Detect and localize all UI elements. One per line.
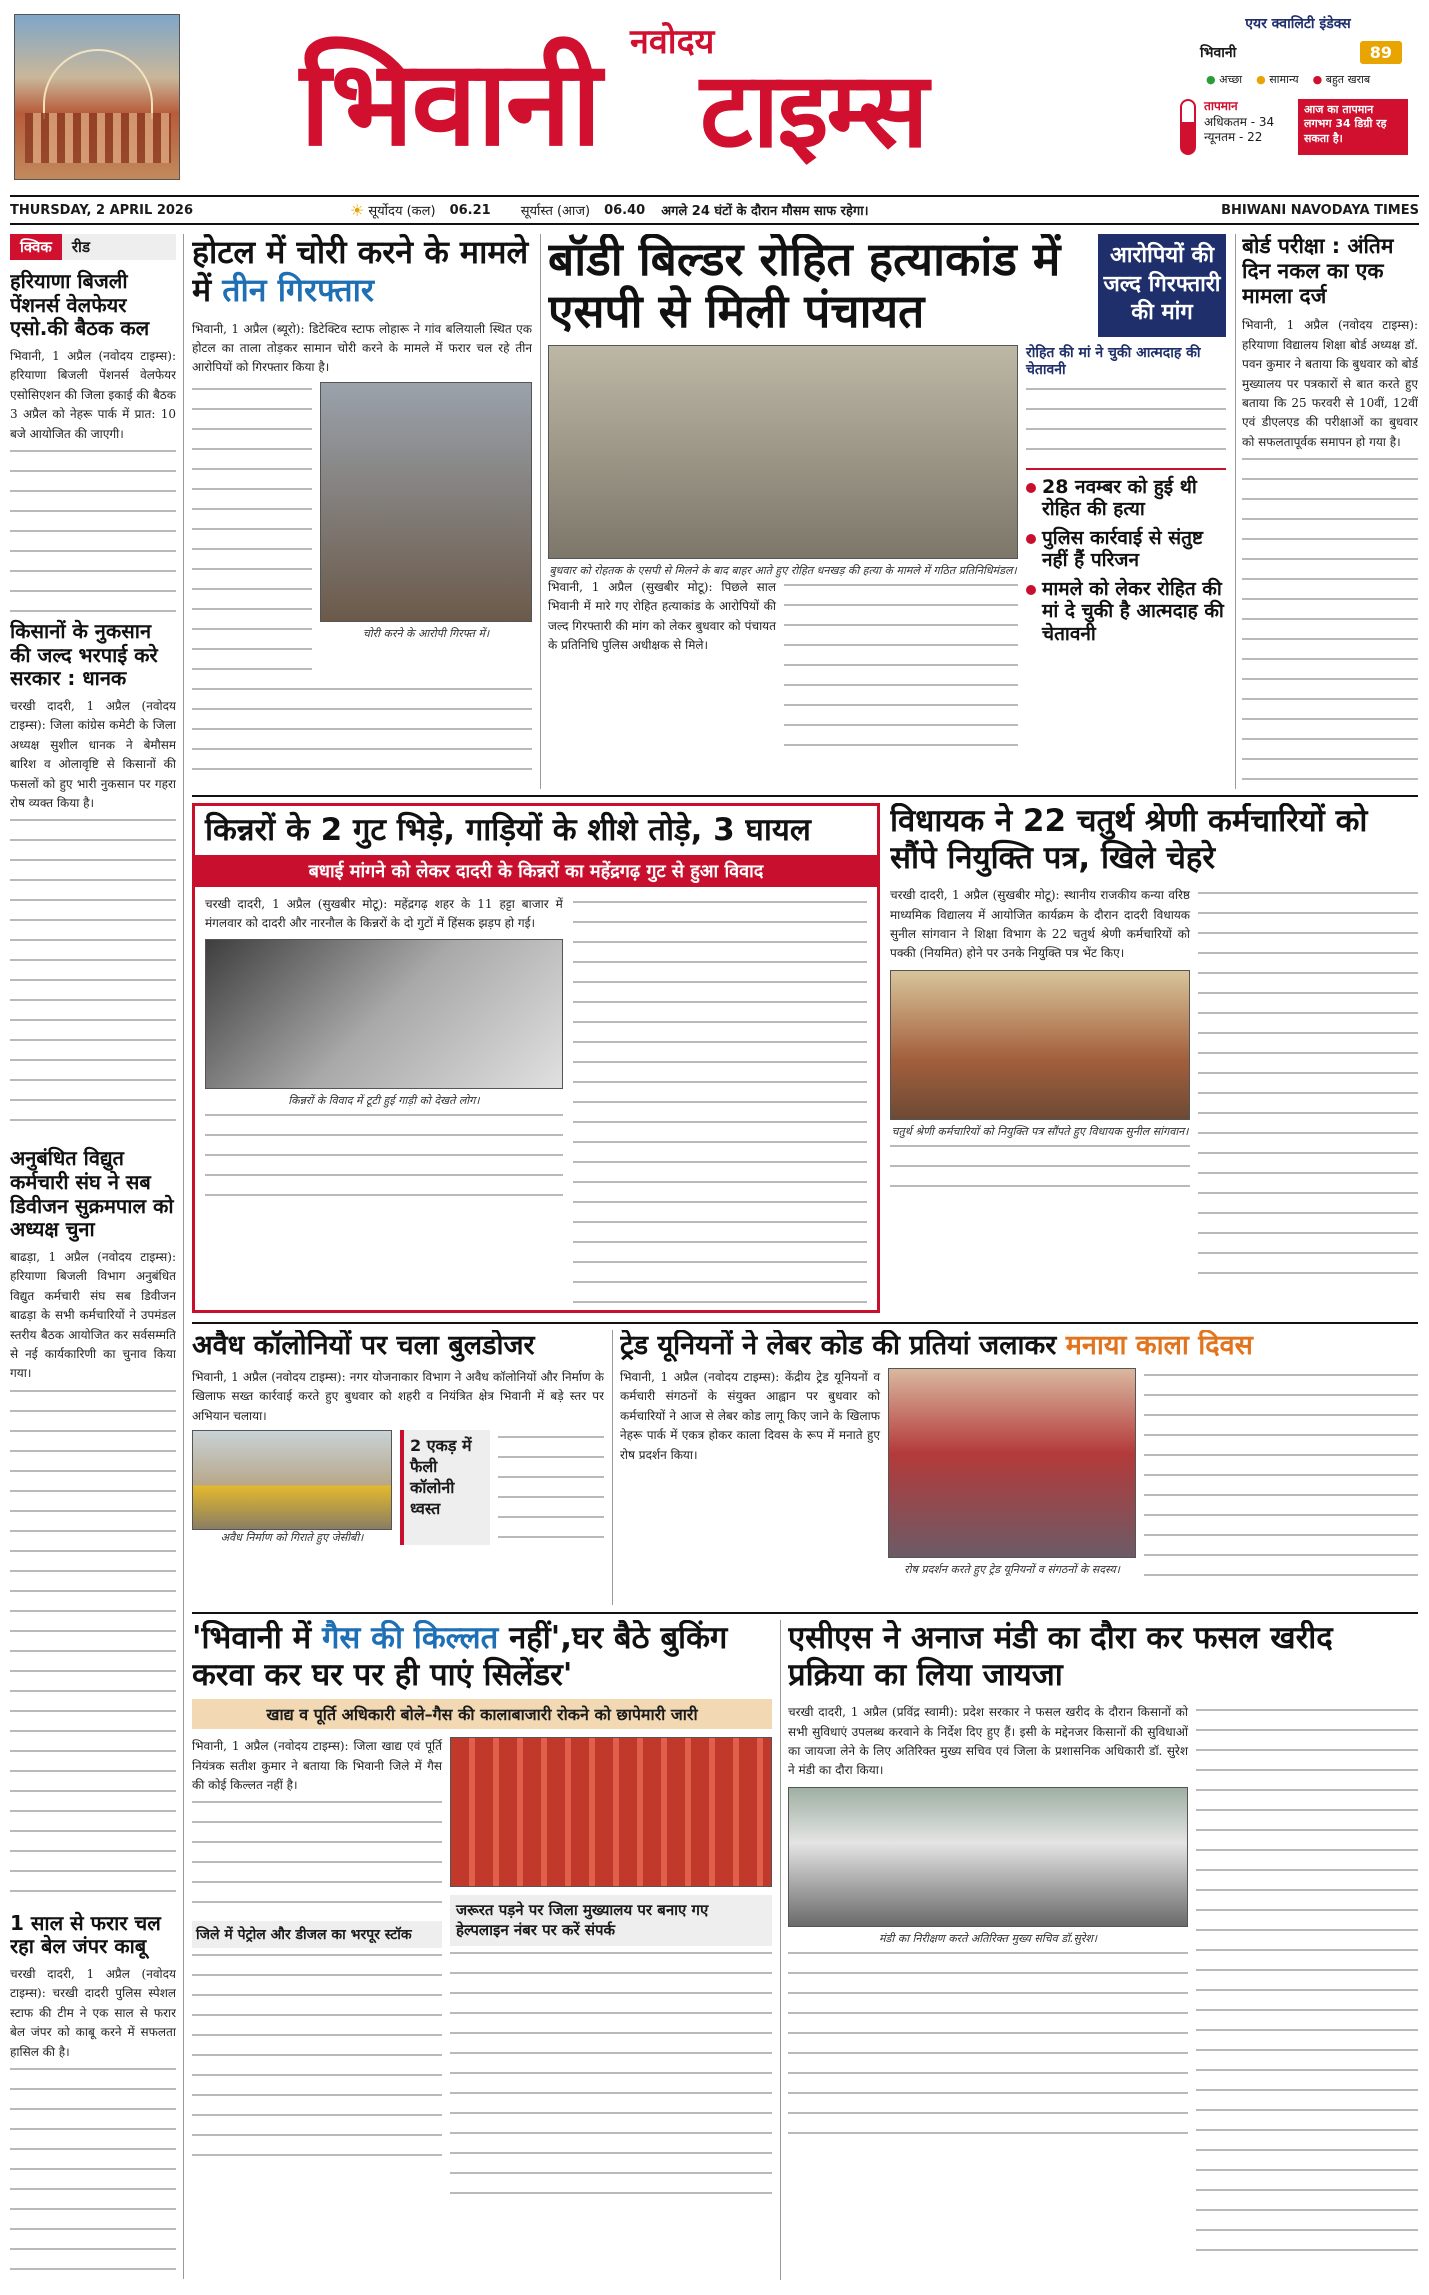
quick-read-badge: क्विक रीड — [10, 234, 176, 260]
masthead-title-main: भिवानी — [300, 34, 600, 172]
mandi-headline: एसीएस ने अनाज मंडी का दौरा कर फसल खरीद प्रक्रिया का लिया जायजा — [788, 1620, 1333, 1693]
gas-subheadline: खाद्य व पूर्ति अधिकारी बोले–गैस की कालाबाजारी रोकने को छापेमारी जारी — [192, 1699, 772, 1729]
paper-name: BHIWANI NAVODAYA TIMES — [1221, 202, 1419, 218]
mla-headline: विधायक ने 22 चतुर्थ श्रेणी कर्मचारियों को सौंपे नियुक्ति पत्र, खिले चेहरे — [890, 803, 1368, 876]
bulldozer-lead: भिवानी, 1 अप्रैल (नवोदय टाइम्स): नगर योजनाकार विभाग ने अवैध कॉलोनियों और निर्माण के खिलाफ सख्त कार्रवाई करते हुए बुधवार को शहरी व नियंत्रित क्षेत्र भिवानी में बड़े स्तर पर अभियान चलाया। — [192, 1369, 604, 1423]
mla-photo — [890, 970, 1190, 1120]
sunset-label: सूर्यास्त (आज) — [520, 204, 591, 219]
labour-headline: ट्रेड यूनियनों ने लेबर कोड की प्रतियां जलाकर मनाया काला दिवस — [620, 1330, 1253, 1361]
hotel-lead: भिवानी, 1 अप्रैल (ब्यूरो): डिटेक्टिव स्टाफ लोहारू ने गांव बलियाली स्थित एक होटल का ताला तोड़कर सामान चोरी करने के मामले में फरार चल रहे तीन आरोपियों को गिरफ्तार किया है। — [192, 321, 532, 375]
quick-item-lead: चरखी दादरी, 1 अप्रैल (नवोदय टाइम्स): जिला कांग्रेस कमेटी के जिला अध्यक्ष सुशील धानक ने बेमौसम बारिश व ओलावृष्टि से किसानों की फसलों को हुए भारी नुकसान पर गहरा रोष व्यक्त किया है। — [10, 698, 176, 810]
labour-caption: रोष प्रदर्शन करते हुए ट्रेड यूनियनों व संगठनों के सदस्य। — [904, 1562, 1120, 1576]
quick-item-headline: किसानों के नुकसान की जल्द भरपाई करे सरकार : धानक — [10, 618, 158, 691]
dateline-bar — [10, 195, 1419, 225]
temple-photo — [14, 14, 180, 180]
lead-bullet: मामले को लेकर रोहित की मां दे चुकी है आत्मदाह की चेतावनी — [1042, 577, 1224, 645]
aqi-legend: ● अच्छा ● सामान्य ● बहुत खराब — [1206, 73, 1371, 86]
mla-story — [890, 803, 1418, 1313]
labour-photo — [888, 1368, 1136, 1558]
temp-label: तापमान — [1204, 99, 1238, 113]
mla-lead: चरखी दादरी, 1 अप्रैल (सुखबीर मोटू): स्थानीय राजकीय कन्या वरिष्ठ माध्यमिक विद्यालय में आयोजित कार्यक्रम के दौरान दादरी विधायक सुनील सांगवान ने शिक्षा विभाग के 22 चतुर्थ श्रेणी कर्मचारियों को पक्की (नियमित) होने पर उनके नियुक्ति पत्र भेंट किए। — [890, 888, 1190, 961]
gas-story — [192, 1620, 772, 2280]
aqi-city: भिवानी — [1200, 45, 1237, 61]
weather-note: आज का तापमान लगभग 34 डिग्री रह सकता है। — [1298, 99, 1408, 155]
lead-story — [548, 234, 1228, 789]
forecast: अगले 24 घंटों के दौरान मौसम साफ रहेगा। — [661, 204, 869, 219]
petrol-box: जिले में पेट्रोल और डीजल का भरपूर स्टॉक — [192, 1921, 442, 1948]
hotel-caption: चोरी करने के आरोपी गिरफ्त में। — [362, 626, 490, 640]
helpline-box: जरूरत पड़ने पर जिला मुख्यालय पर बनाए गए हेल्पलाइन नंबर पर करें संपर्क — [450, 1895, 772, 1946]
bulldozer-story — [192, 1330, 604, 1605]
board-exam-story — [1242, 234, 1418, 789]
masthead — [0, 0, 1429, 192]
temp-min: न्यूनतम - 22 — [1204, 130, 1263, 145]
quick-item — [10, 620, 176, 1139]
quick-item-lead: चरखी दादरी, 1 अप्रैल (नवोदय टाइम्स): चरखी दादरी पुलिस स्पेशल स्टाफ की टीम ने एक साल से फरार बेल जंपर को काबू करने में सफलता हासिल की है। — [10, 1967, 176, 2059]
masthead-title-second: टाइम्स — [700, 49, 927, 171]
mla-caption: चतुर्थ श्रेणी कर्मचारियों को नियुक्ति पत्र सौंपते हुए विधायक सुनील सांगवान। — [891, 1124, 1189, 1138]
kinnar-caption: किन्नरों के विवाद में टूटी हुई गाड़ी को देखते लोग। — [288, 1094, 480, 1108]
quick-item-lead: भिवानी, 1 अप्रैल (नवोदय टाइम्स): हरियाणा बिजली पेंशनर्स वेलफेयर एसोसिएशन की जिला इकाई की बैठक 3 अप्रैल को नेहरू पार्क में प्रात: 10 बजे आयोजित की जाएगी। — [10, 348, 176, 441]
kinnar-story — [192, 803, 880, 1313]
board-lead: भिवानी, 1 अप्रैल (नवोदय टाइम्स): हरियाणा विद्यालय शिक्षा बोर्ड अध्यक्ष डॉ. पवन कुमार ने बताया कि बुधवार को बोर्ड मुख्यालय पर पत्रकारों से बात करते हुए बताया कि 25 फरवरी से 10वीं, 12वीं एवं डीएलएड की परीक्षाओं का बुधवार को सफलतापूर्वक समापन हो गया है। — [1242, 318, 1418, 449]
kinnar-photo — [205, 939, 563, 1089]
temp-max: अधिकतम - 34 — [1204, 114, 1275, 129]
issue-date: THURSDAY, 2 APRIL 2026 — [10, 202, 194, 218]
quick-item-headline: हरियाणा बिजली पेंशनर्स वेलफेयर एसो.की बैठक कल — [10, 269, 150, 341]
lead-bullets — [1026, 468, 1226, 645]
gas-headline: 'भिवानी में गैस की किल्लत नहीं',घर बैठे बुकिंग करवा कर घर पर ही पाएं सिलेंडर' — [192, 1620, 728, 1693]
mandi-lead: चरखी दादरी, 1 अप्रैल (प्रविंद्र स्वामी): प्रदेश सरकार ने फसल खरीद के दौरान किसानों को सभी सुविधाएं उपलब्ध करवाने के निर्देश दिए हुए हैं। इसी के मद्देनजर किसानों की सुविधाओं का जायजा लेने के लिए अतिरिक्त मुख्य सचिव एवं जिला के प्रशासनिक अधिकारी डॉ. सुरेश ने मंडी का दौरा किया। — [788, 1705, 1188, 1778]
hotel-headline: होटल में चोरी करने के मामले में तीन गिरफ्तार — [192, 234, 529, 309]
lead-side-box: आरोपियों की जल्द गिरफ्तारी की मांग — [1098, 234, 1226, 337]
aqi-label: एयर क्वालिटी इंडेक्स — [1245, 16, 1351, 32]
labour-lead: भिवानी, 1 अप्रैल (नवोदय टाइम्स): केंद्रीय ट्रेड यूनियनों व कर्मचारी संगठनों के संयुक्त आह्वान पर बुधवार को कर्मचारियों ने आज से लेबर कोड लागू किए जाने के खिलाफ नेहरू पार्क में एकत्र होकर काला दिवस के रूप में मनाते हुए रोष प्रदर्शन किया। — [620, 1369, 880, 1462]
sunrise-label: सूर्योदय (कल) — [368, 204, 436, 219]
thermometer-icon — [1180, 99, 1196, 155]
quick-item-lead: बाढड़ा, 1 अप्रैल (नवोदय टाइम्स): हरियाणा बिजली विभाग अनुबंधित विद्युत कर्मचारी संघ सब डिवीजन बाढड़ा के सभी कर्मचारियों ने उपमंडल स्तरीय बैठक आयोजित कर सर्वसम्मति से नई कार्यकारिणी का चुनाव किया गया। — [10, 1249, 176, 1381]
arrest-photo — [320, 382, 532, 622]
sunset-time: 06.40 — [604, 202, 646, 218]
board-headline: बोर्ड परीक्षा : अंतिम दिन नकल का एक मामला दर्ज — [1242, 234, 1394, 308]
aqi-panel — [1180, 14, 1416, 184]
quick-item-headline: अनुबंधित विद्युत कर्मचारी संघ ने सब डिवीजन सुक्रमपाल को अध्यक्ष चुना — [10, 1146, 174, 1242]
kinnar-subheadline: बधाई मांगने को लेकर दादरी के किन्नरों का महेंद्रगढ़ गुट से हुआ विवाद — [195, 855, 877, 887]
panchayat-photo — [548, 345, 1018, 559]
kinnar-lead: चरखी दादरी, 1 अप्रैल (सुखबीर मोटू): महेंद्रगढ़ शहर के 11 हट्टा बाजार में मंगलवार को दादरी और नारनौल के किन्नरों के दो गुटों में हिंसक झड़प हो गई। — [205, 896, 563, 931]
quick-read-column — [10, 234, 176, 2279]
lead-caption: बुधवार को रोहतक के एसपी से मिलने के बाद बाहर आते हुए रोहित धनखड़ की हत्या के मामले में गठित प्रतिनिधिमंडल। — [549, 564, 1017, 578]
gas-lead: भिवानी, 1 अप्रैल (नवोदय टाइम्स): जिला खाद्य एवं पूर्ति नियंत्रक सतीश कुमार ने बताया कि भिवानी जिले में गैस की कोई किल्लत नहीं है। — [192, 1739, 442, 1793]
quick-item — [10, 1147, 176, 1903]
lead-body: भिवानी, 1 अप्रैल (सुखबीर मोटू): पिछले साल भिवानी में मारे गए रोहित हत्याकांड के आरोपियों की जल्द गिरफ्तारी की मांग को लेकर बुधवार को पंचायत के प्रतिनिधि पुलिस अधीक्षक से मिले। — [548, 580, 776, 653]
labour-story — [620, 1330, 1418, 1605]
lead-bullet: पुलिस कार्रवाई से संतुष्ट नहीं हैं परिजन — [1042, 526, 1203, 572]
jcb-photo — [192, 1430, 392, 1530]
sunrise-time: 06.21 — [449, 202, 491, 218]
quick-item — [10, 270, 176, 612]
quick-item — [10, 1912, 176, 2279]
hotel-story — [192, 234, 532, 789]
lead-bullet: 28 नवम्बर को हुई थी रोहित की हत्या — [1042, 476, 1197, 521]
bulldozer-headline: अवैध कॉलोनियों पर चला बुलडोजर — [192, 1330, 535, 1361]
mandi-photo — [788, 1787, 1188, 1927]
mandi-caption: मंडी का निरीक्षण करते अतिरिक्त मुख्य सचिव डॉ.सुरेश। — [878, 1931, 1098, 1945]
quick-item-headline: 1 साल से फरार चल रहा बेल जंपर काबू — [10, 1910, 161, 1959]
bulldozer-box: 2 एकड़ में फैली कॉलोनी ध्वस्त — [400, 1430, 490, 1545]
masthead-title-small: नवोदय — [630, 22, 715, 62]
bulldozer-caption: अवैध निर्माण को गिराते हुए जेसीबी। — [220, 1531, 364, 1545]
mandi-story — [788, 1620, 1418, 2280]
sun-icon: ☀ — [350, 200, 365, 220]
cylinder-photo — [450, 1737, 772, 1887]
lead-warning: रोहित की मां ने चुकी आत्मदाह की चेतावनी — [1026, 345, 1201, 378]
lead-headline: बॉडी बिल्डर रोहित हत्याकांड में एसपी से मिली पंचायत — [548, 234, 1061, 338]
aqi-value: 89 — [1360, 41, 1402, 64]
kinnar-headline: किन्नरों के 2 गुट भिड़े, गाड़ियों के शीशे तोड़े, 3 घायल — [205, 812, 811, 848]
